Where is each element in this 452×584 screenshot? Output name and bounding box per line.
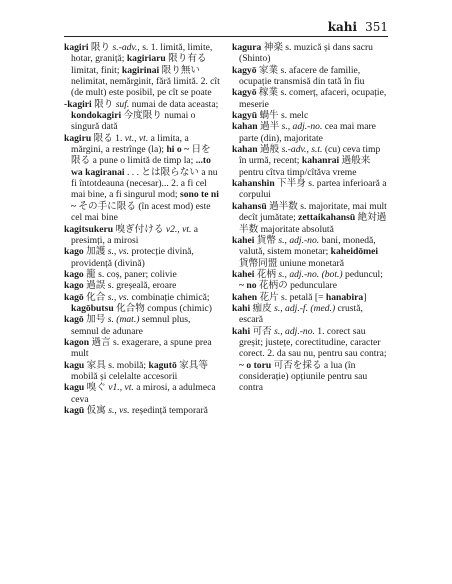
- headword: kahen: [232, 291, 258, 303]
- dictionary-entry: [64, 133, 220, 224]
- headword: kahi: [232, 302, 251, 314]
- definition-text: 1. corect sau greșit; justețe, corectitudine, caracter corect. 2. da sau nu, pentru sau contra;: [239, 325, 387, 360]
- dictionary-entry: [232, 326, 388, 394]
- headword: kago: [64, 280, 84, 292]
- definition-text: 可否を採る a lua (în considerație) opțiunile pentru sau contra: [239, 359, 368, 394]
- headword: kahei: [232, 268, 255, 280]
- dictionary-entry: [64, 337, 220, 360]
- definition-text: reședință temporară: [129, 405, 208, 416]
- definition-text: 家具等 mobilă și celelalte accesorii: [71, 359, 208, 382]
- definition-text: 化合: [83, 291, 108, 303]
- definition-text: 限る 1.: [91, 132, 125, 144]
- dictionary-entry: [232, 269, 388, 292]
- definition-text: 貨幣: [254, 234, 279, 246]
- grammar-label: s. (mat.): [107, 314, 140, 326]
- grammar-label: v1., vt.: [108, 382, 134, 394]
- definition-text: 蝸牛 s. melc: [257, 110, 309, 122]
- dictionary-entry: [64, 360, 220, 383]
- definition-text: a limita, a mărgini, a restrînge (la);: [71, 132, 189, 156]
- dictionary-entry: [64, 314, 220, 337]
- definition-text: 家業 s. afacere de familie, ocupație transmisă din tată în fiu: [239, 64, 365, 88]
- headword: kago: [64, 268, 84, 280]
- dictionary-entry: [64, 269, 220, 280]
- grammar-label: s., adj.-no.: [281, 121, 323, 133]
- grammar-label: suf.: [115, 98, 130, 110]
- dictionary-entry: [64, 292, 220, 315]
- grammar-label: s.-adv.: [112, 42, 138, 53]
- definition-text: 花片 s. petală [=: [257, 291, 326, 303]
- definition-text: 花柄の pedunculare: [256, 280, 337, 292]
- headword: ...to wa kagiranai: [71, 155, 211, 178]
- headword: -kagiri: [64, 98, 92, 110]
- grammar-label: s., vs.: [107, 291, 130, 303]
- definition-text: 籠 s. coș, paner; colivie: [83, 268, 177, 280]
- definition-text: a mirosi, a adulmeca ceva: [71, 382, 216, 405]
- dictionary-entry: [232, 121, 388, 144]
- headword: kagu: [64, 382, 85, 394]
- definition-text: 可否: [250, 325, 275, 337]
- definition-text: 限り: [88, 42, 113, 53]
- dictionary-entry: [232, 292, 388, 303]
- definition-text: 過般: [257, 144, 282, 156]
- headword: kahi: [232, 325, 251, 337]
- headword: kagiru: [64, 132, 92, 144]
- headword: kago: [64, 246, 84, 258]
- dictionary-entry: [232, 110, 388, 121]
- headword: kahan: [232, 121, 258, 133]
- dictionary-entry: [64, 42, 220, 99]
- right-column: [232, 42, 388, 416]
- headword: kahansū: [232, 200, 267, 212]
- definition-text: 神楽 s. muzică și dans sacru (Shinto): [239, 42, 373, 65]
- definition-text: crustă, escară: [239, 302, 363, 326]
- headword: kagō: [64, 291, 84, 303]
- grammar-label: v2., vt.: [165, 223, 192, 235]
- headword: ~ o toru: [239, 359, 272, 371]
- dictionary-entry: [232, 235, 388, 269]
- grammar-label: s., adj.-no.: [274, 325, 315, 337]
- definition-text: 家具 s. mobilă;: [84, 359, 149, 371]
- running-header: [64, 14, 388, 37]
- grammar-label: s., vs.: [108, 405, 130, 416]
- dictionary-entry: [64, 99, 220, 133]
- headword: kagon: [64, 336, 90, 348]
- dictionary-entry: [64, 224, 220, 247]
- definition-text: 過誤 s. greșeală, eroare: [83, 280, 177, 292]
- dictionary-entry: [232, 201, 388, 235]
- definition-text: 加号: [83, 314, 108, 326]
- definition-text: a presimți, a mirosi: [71, 223, 199, 246]
- headword: kaheidōmei: [330, 246, 379, 258]
- definition-text: 嗅ぐ: [84, 382, 109, 394]
- definition-text: 絶対過半数 majoritate absolută: [239, 212, 387, 235]
- definition-text: その手に限る (în acest mod) este cel mai bine: [71, 200, 211, 224]
- headword: kagirinai: [121, 64, 160, 76]
- definition-text: 過半: [257, 121, 282, 133]
- headword: kahanshin: [232, 178, 275, 190]
- definition-text: 貨幣同盟 uniune monetară: [239, 257, 344, 269]
- headword: kahanrai: [301, 155, 340, 167]
- definition-text: protecție divină, providență (divină): [71, 246, 194, 269]
- definition-text: 限り有る limitat, finit;: [71, 53, 207, 76]
- headword: kagō: [64, 314, 84, 326]
- definition-text: 花柄: [254, 268, 279, 280]
- headword: kagitsukeru: [64, 223, 114, 235]
- headword: ~ no: [239, 280, 257, 292]
- page-number: 351: [365, 20, 388, 34]
- headword: kagura: [232, 42, 262, 53]
- headword: sono te ni ~: [71, 189, 219, 212]
- definition-text: cea mai mare parte (din), majoritate: [239, 121, 376, 144]
- headword: hi o ~: [166, 144, 190, 156]
- definition-text: 過半数 s. majoritate, mai mult decît jumătate;: [239, 200, 387, 224]
- definition-text: . . . とは限らない a nu fi întotdeauna (necesar)... 2. a fi cel mai bine, a fi singurul mod;: [71, 166, 218, 201]
- grammar-label: s., adj.-no.: [278, 234, 320, 246]
- headword: kagōbutsu: [71, 302, 114, 314]
- headword: kagu: [64, 359, 85, 371]
- definition-text: bani, monedă, valută, sistem monetar;: [239, 234, 376, 258]
- headword: zettaikahansū: [298, 212, 356, 224]
- definition-text: 日を限る a pune o limită de timp la;: [71, 144, 211, 167]
- dictionary-entry: [64, 405, 220, 416]
- headword: kagyō: [232, 64, 257, 76]
- definition-text: 嗅ぎ付ける: [113, 223, 166, 235]
- headword: kahei: [232, 234, 255, 246]
- definition-text: 限り: [91, 98, 116, 110]
- definition-text: (cu) ceva timp în urmă, recent;: [239, 144, 381, 167]
- headword: kagiriaru: [126, 53, 166, 65]
- grammar-label: s., adj.-no. (bot.): [278, 268, 343, 280]
- dictionary-entry: [232, 65, 388, 88]
- dictionary-entry: [232, 303, 388, 326]
- definition-text: , s. 1. limită, limite, hotar, graniță;: [71, 42, 213, 65]
- grammar-label: vt., vt.: [124, 132, 149, 144]
- definition-text: 限り無い nelimitat, nemărginit, fără limită. 2. cît (de mult) este posibil, pe cît se poate: [71, 64, 220, 99]
- headword: kondokagiri: [71, 110, 122, 122]
- grammar-label: s.-adv., s.t.: [281, 144, 323, 156]
- left-column: [64, 42, 220, 416]
- definition-text: 稼業 s. comerț, afaceri, ocupație, meserie: [239, 87, 387, 110]
- headword: kagiri: [64, 42, 89, 53]
- grammar-label: s., vs.: [107, 246, 130, 258]
- dictionary-entry: [232, 42, 388, 65]
- dictionary-entry: [232, 144, 388, 178]
- definition-text: 過言 s. exagerare, a spune prea mult: [71, 336, 212, 360]
- definition-text: 痂皮: [250, 302, 275, 314]
- definition-text: peduncul;: [342, 268, 383, 280]
- definition-text: 仮寓: [84, 405, 109, 416]
- headword: kagutō: [148, 359, 177, 371]
- dictionary-entry: [232, 87, 388, 110]
- headword: hanabira: [325, 291, 364, 303]
- headword: kagyō: [232, 87, 257, 99]
- definition-text: semnul plus, semnul de adunare: [71, 314, 191, 337]
- headword: kagū: [64, 405, 85, 416]
- dictionary-entry: [64, 382, 220, 405]
- dictionary-entry: [232, 178, 388, 201]
- definition-text: 加護: [83, 246, 108, 258]
- dictionary-entry: [64, 246, 220, 269]
- entry-columns: [64, 42, 388, 416]
- dictionary-entry: [64, 280, 220, 291]
- headword: kagyū: [232, 110, 258, 122]
- definition-text: 過般来 pentru cîtva timp/cîtăva vreme: [239, 155, 371, 178]
- definition-text: numai de data aceasta;: [129, 98, 219, 110]
- definition-text: 化合物 compus (chimic): [113, 302, 212, 314]
- grammar-label: s., adj.-f. (med.): [274, 302, 336, 314]
- headword: kahan: [232, 144, 258, 156]
- definition-text: combinație chimică;: [129, 291, 210, 303]
- header-keyword: kahi: [327, 20, 358, 34]
- definition-text: 下半身 s. partea inferioară a corpului: [239, 178, 387, 201]
- definition-text: 今度限り numai o singură dată: [71, 110, 196, 133]
- definition-text: ]: [363, 291, 367, 303]
